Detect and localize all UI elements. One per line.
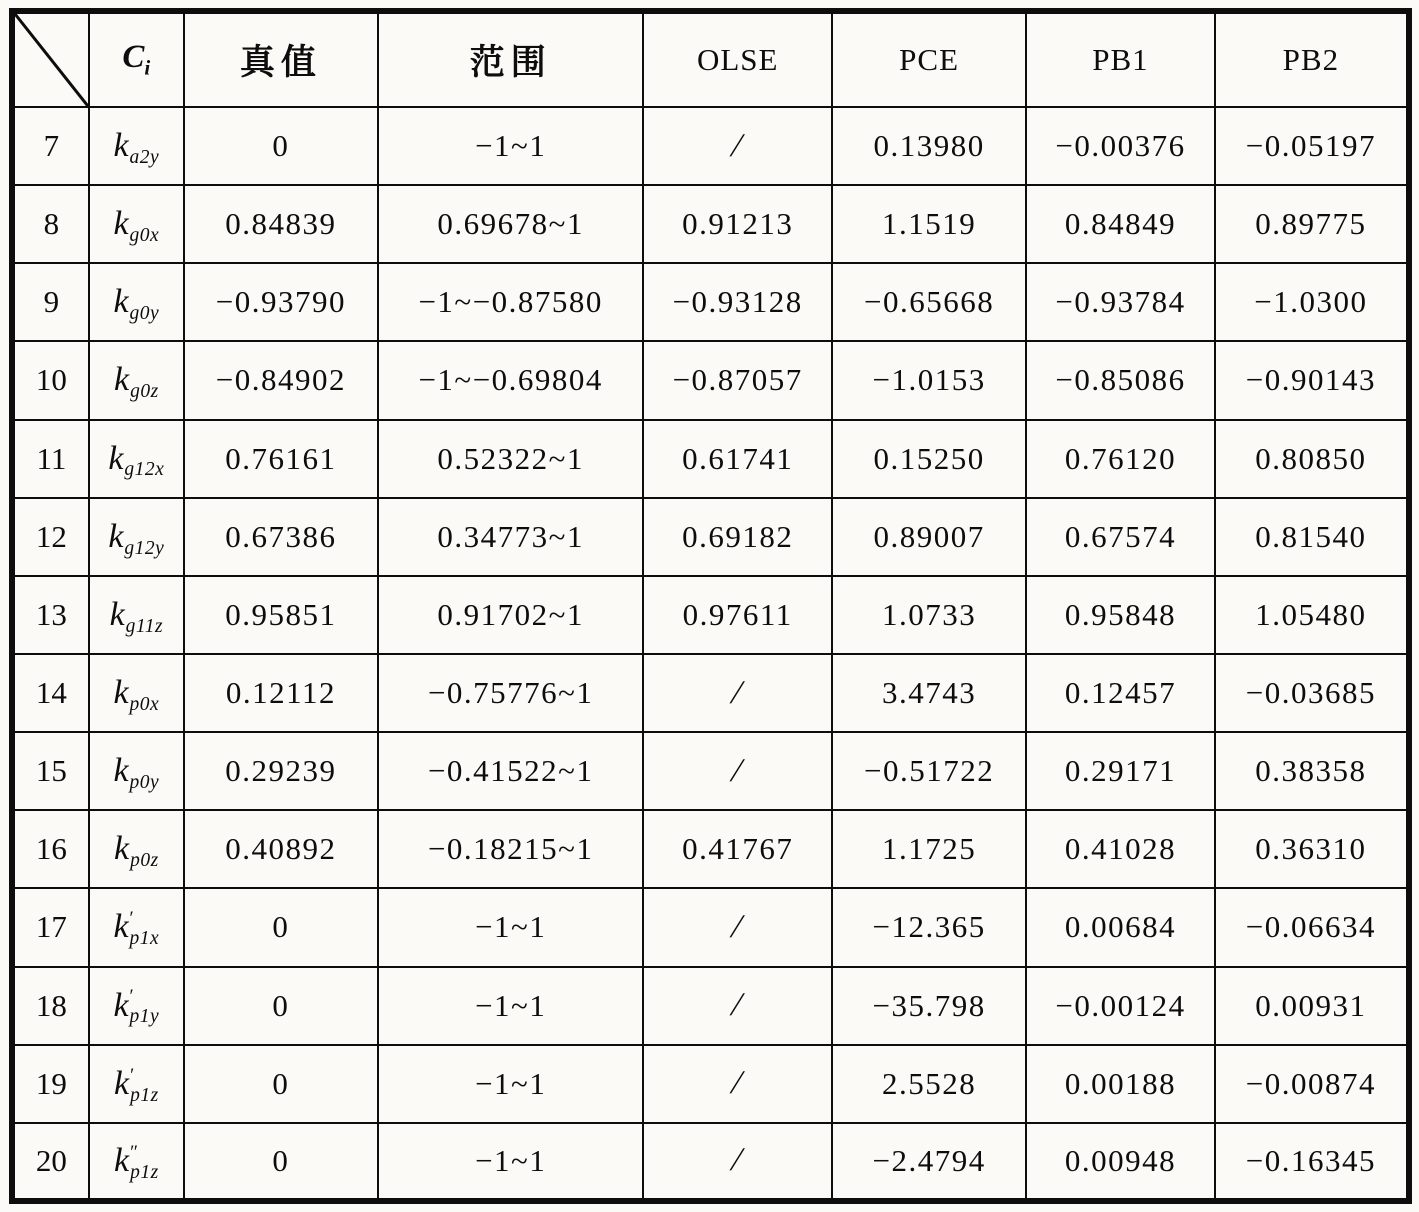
parameter-prime: ″ [130, 1141, 138, 1163]
pce-cell: 1.1725 [832, 810, 1026, 888]
parameter-base: k [113, 127, 129, 165]
parameter-symbol [113, 127, 160, 168]
pce-cell: 1.0733 [832, 576, 1026, 654]
table-row [12, 420, 1409, 498]
diagonal-header-cell [12, 11, 89, 107]
diagonal-line [15, 14, 88, 106]
range-cell: −0.18215~1 [378, 810, 643, 888]
olse-cell [643, 1123, 832, 1201]
olse-cell: 0.69182 [643, 498, 832, 576]
parameter-cell [89, 888, 184, 966]
parameter-script-stack [129, 908, 160, 950]
parameter-script-stack [129, 284, 160, 325]
parameter-base: k [113, 1064, 130, 1102]
pb2-cell: 0.89775 [1215, 185, 1409, 263]
pce-cell: 3.4743 [832, 654, 1026, 732]
range-cell: 0.34773~1 [378, 498, 643, 576]
parameter-script-stack [129, 753, 160, 793]
parameter-symbol [113, 908, 160, 950]
range-cell: −0.41522~1 [378, 732, 643, 810]
parameter-base: k [113, 674, 129, 712]
parameter-cell [89, 420, 184, 498]
true-value-cell: −0.93790 [184, 263, 378, 341]
range-cell: −1~−0.87580 [378, 263, 643, 341]
pb1-cell: 0.84849 [1026, 185, 1215, 263]
parameter-subscript: p0y [129, 771, 160, 793]
header-pb1: PB1 [1026, 11, 1215, 107]
range-cell: 0.91702~1 [378, 576, 643, 654]
parameter-base: k [113, 283, 129, 321]
parameter-subscript: g0y [129, 303, 160, 325]
pce-cell: −1.0153 [832, 341, 1026, 419]
parameter-subscript: a2y [129, 146, 160, 168]
pb1-cell: −0.93784 [1026, 263, 1215, 341]
pb2-cell: 0.81540 [1215, 498, 1409, 576]
row-number-cell: 14 [12, 654, 89, 732]
parameter-subscript: p0z [130, 850, 159, 872]
pb1-cell: 0.67574 [1026, 498, 1215, 576]
pb1-cell: 0.76120 [1026, 420, 1215, 498]
pb1-cell: 0.95848 [1026, 576, 1215, 654]
row-number-cell: 12 [12, 498, 89, 576]
parameter-symbol [113, 986, 160, 1028]
parameter-script-stack [124, 440, 165, 481]
not-available-slash: / [730, 1065, 745, 1102]
parameter-script-stack [129, 128, 160, 168]
pb2-cell: 0.38358 [1215, 732, 1409, 810]
pb1-cell: −0.00376 [1026, 107, 1215, 185]
parameter-cell [89, 654, 184, 732]
range-cell: −1~1 [378, 888, 643, 966]
not-available-slash: / [730, 127, 745, 164]
pce-cell: 0.89007 [832, 498, 1026, 576]
header-pb2: PB2 [1215, 11, 1409, 107]
pce-cell: −2.4794 [832, 1123, 1026, 1201]
pb1-cell: 0.00684 [1026, 888, 1215, 966]
header-true-value: 真值 [184, 11, 378, 107]
true-value-cell: 0.67386 [184, 498, 378, 576]
header-ci: $C_i$ [89, 11, 184, 107]
parameter-base: k [113, 986, 129, 1024]
olse-cell: 0.97611 [643, 576, 832, 654]
row-number-cell: 11 [12, 420, 89, 498]
parameter-cell [89, 185, 184, 263]
parameter-subscript: g12y [124, 537, 165, 559]
parameter-symbol [108, 517, 165, 559]
table-row [12, 185, 1409, 263]
table-row [12, 576, 1409, 654]
parameter-symbol [113, 361, 159, 403]
header-olse: OLSE [643, 11, 832, 107]
pb2-cell: 1.05480 [1215, 576, 1409, 654]
pb1-cell: −0.85086 [1026, 341, 1215, 419]
parameter-cell [89, 576, 184, 654]
not-available-slash: / [730, 908, 745, 945]
parameter-symbol [113, 283, 160, 325]
pb1-cell: 0.12457 [1026, 654, 1215, 732]
pb2-cell: 0.36310 [1215, 810, 1409, 888]
table-body [12, 107, 1409, 1201]
pb1-cell: −0.00124 [1026, 967, 1215, 1045]
row-number-cell: 19 [12, 1045, 89, 1123]
parameter-symbol [113, 830, 159, 872]
row-number-cell: 16 [12, 810, 89, 888]
pb1-cell: 0.00188 [1026, 1045, 1215, 1123]
true-value-cell: 0 [184, 888, 378, 966]
true-value-cell: 0.40892 [184, 810, 378, 888]
header-row [12, 11, 1409, 107]
parameter-symbol [113, 674, 160, 715]
true-value-cell: 0.84839 [184, 185, 378, 263]
olse-cell: 0.61741 [643, 420, 832, 498]
pb2-cell: −1.0300 [1215, 263, 1409, 341]
range-cell: −1~1 [378, 107, 643, 185]
true-value-cell: 0.95851 [184, 576, 378, 654]
row-number-cell: 10 [12, 341, 89, 419]
range-cell: −1~1 [378, 1045, 643, 1123]
table-row [12, 107, 1409, 185]
parameter-cell [89, 1045, 184, 1123]
pb2-cell: −0.06634 [1215, 888, 1409, 966]
range-cell: −1~1 [378, 967, 643, 1045]
true-value-cell: 0.12112 [184, 654, 378, 732]
true-value-cell: 0.76161 [184, 420, 378, 498]
parameter-cell [89, 810, 184, 888]
table-row [12, 1123, 1409, 1201]
true-value-cell: 0 [184, 107, 378, 185]
parameter-base: k [108, 517, 124, 555]
row-number-cell: 15 [12, 732, 89, 810]
parameter-script-stack [130, 1064, 159, 1106]
row-number-cell: 17 [12, 888, 89, 966]
header-pce: PCE [832, 11, 1026, 107]
pb1-cell: 0.29171 [1026, 732, 1215, 810]
true-value-cell: −0.84902 [184, 341, 378, 419]
range-cell: 0.52322~1 [378, 420, 643, 498]
pce-cell: 2.5528 [832, 1045, 1026, 1123]
parameter-symbol [113, 752, 160, 793]
olse-cell: 0.41767 [643, 810, 832, 888]
parameter-subscript: g11z [125, 615, 164, 637]
parameter-prime: ′ [129, 986, 134, 1008]
olse-cell [643, 732, 832, 810]
pb2-cell: −0.90143 [1215, 341, 1409, 419]
pce-cell: 1.1519 [832, 185, 1026, 263]
olse-cell: 0.91213 [643, 185, 832, 263]
parameter-script-stack [129, 675, 160, 715]
parameter-subscript: p1z [130, 1084, 159, 1106]
parameter-cell [89, 341, 184, 419]
parameter-subscript: p1z [130, 1161, 159, 1183]
parameter-base: k [108, 439, 124, 477]
parameter-cell [89, 732, 184, 810]
parameter-subscript: p1x [129, 928, 160, 950]
pce-cell: −35.798 [832, 967, 1026, 1045]
parameter-base: k [113, 205, 129, 243]
olse-cell [643, 967, 832, 1045]
coefficient-table [9, 8, 1412, 1204]
parameter-prime: ′ [130, 1064, 135, 1086]
pce-cell: 0.13980 [832, 107, 1026, 185]
table-row [12, 498, 1409, 576]
parameter-cell [89, 967, 184, 1045]
olse-cell [643, 1045, 832, 1123]
true-value-cell: 0 [184, 1123, 378, 1201]
olse-cell [643, 107, 832, 185]
row-number-cell: 7 [12, 107, 89, 185]
pb2-cell: 0.80850 [1215, 420, 1409, 498]
parameter-script-stack [130, 831, 159, 872]
olse-cell [643, 654, 832, 732]
parameter-script-stack [129, 986, 160, 1028]
row-number-cell: 13 [12, 576, 89, 654]
parameter-base: k [109, 595, 125, 633]
not-available-slash: / [730, 987, 745, 1024]
row-number-cell: 18 [12, 967, 89, 1045]
pce-cell: −0.65668 [832, 263, 1026, 341]
table-row [12, 732, 1409, 810]
table-row [12, 967, 1409, 1045]
pce-cell: −12.365 [832, 888, 1026, 966]
parameter-script-stack [124, 519, 165, 559]
pb1-cell: 0.00948 [1026, 1123, 1215, 1201]
parameter-cell [89, 1123, 184, 1201]
parameter-base: k [113, 361, 130, 399]
pb2-cell: −0.03685 [1215, 654, 1409, 732]
table-row [12, 1045, 1409, 1123]
not-available-slash: / [730, 752, 745, 789]
parameter-script-stack [125, 597, 164, 637]
true-value-cell: 0 [184, 967, 378, 1045]
table-row [12, 654, 1409, 732]
parameter-symbol [113, 1141, 159, 1183]
header-range: 范围 [378, 11, 643, 107]
not-available-slash: / [730, 1142, 745, 1179]
parameter-script-stack [130, 362, 159, 403]
pce-cell: −0.51722 [832, 732, 1026, 810]
parameter-symbol [109, 595, 164, 637]
row-number-cell: 20 [12, 1123, 89, 1201]
parameter-cell [89, 498, 184, 576]
parameter-script-stack [130, 1141, 159, 1183]
olse-cell: −0.87057 [643, 341, 832, 419]
table-row [12, 341, 1409, 419]
parameter-base: k [113, 752, 129, 790]
parameter-script-stack [129, 206, 160, 246]
pce-cell: 0.15250 [832, 420, 1026, 498]
pb2-cell: −0.05197 [1215, 107, 1409, 185]
parameter-symbol [113, 205, 160, 246]
not-available-slash: / [730, 674, 745, 711]
parameter-subscript: g12x [124, 459, 165, 481]
pb2-cell: 0.00931 [1215, 967, 1409, 1045]
parameter-symbol [113, 1064, 159, 1106]
parameter-subscript: g0x [129, 224, 160, 246]
row-number-cell: 9 [12, 263, 89, 341]
parameter-symbol [108, 439, 165, 481]
parameter-subscript: p0x [129, 693, 160, 715]
parameter-cell [89, 263, 184, 341]
pb2-cell: −0.00874 [1215, 1045, 1409, 1123]
true-value-cell: 0 [184, 1045, 378, 1123]
olse-cell: −0.93128 [643, 263, 832, 341]
parameter-base: k [113, 908, 129, 946]
parameter-base: k [113, 830, 130, 868]
range-cell: 0.69678~1 [378, 185, 643, 263]
table-row [12, 888, 1409, 966]
row-number-cell: 8 [12, 185, 89, 263]
parameter-prime: ′ [129, 908, 134, 930]
parameter-cell [89, 107, 184, 185]
olse-cell [643, 888, 832, 966]
range-cell: −1~1 [378, 1123, 643, 1201]
range-cell: −0.75776~1 [378, 654, 643, 732]
range-cell: −1~−0.69804 [378, 341, 643, 419]
table-row [12, 810, 1409, 888]
true-value-cell: 0.29239 [184, 732, 378, 810]
pb2-cell: −0.16345 [1215, 1123, 1409, 1201]
table-row [12, 263, 1409, 341]
parameter-subscript: p1y [129, 1006, 160, 1028]
pb1-cell: 0.41028 [1026, 810, 1215, 888]
parameter-subscript: g0z [130, 381, 159, 403]
parameter-base: k [113, 1141, 130, 1179]
